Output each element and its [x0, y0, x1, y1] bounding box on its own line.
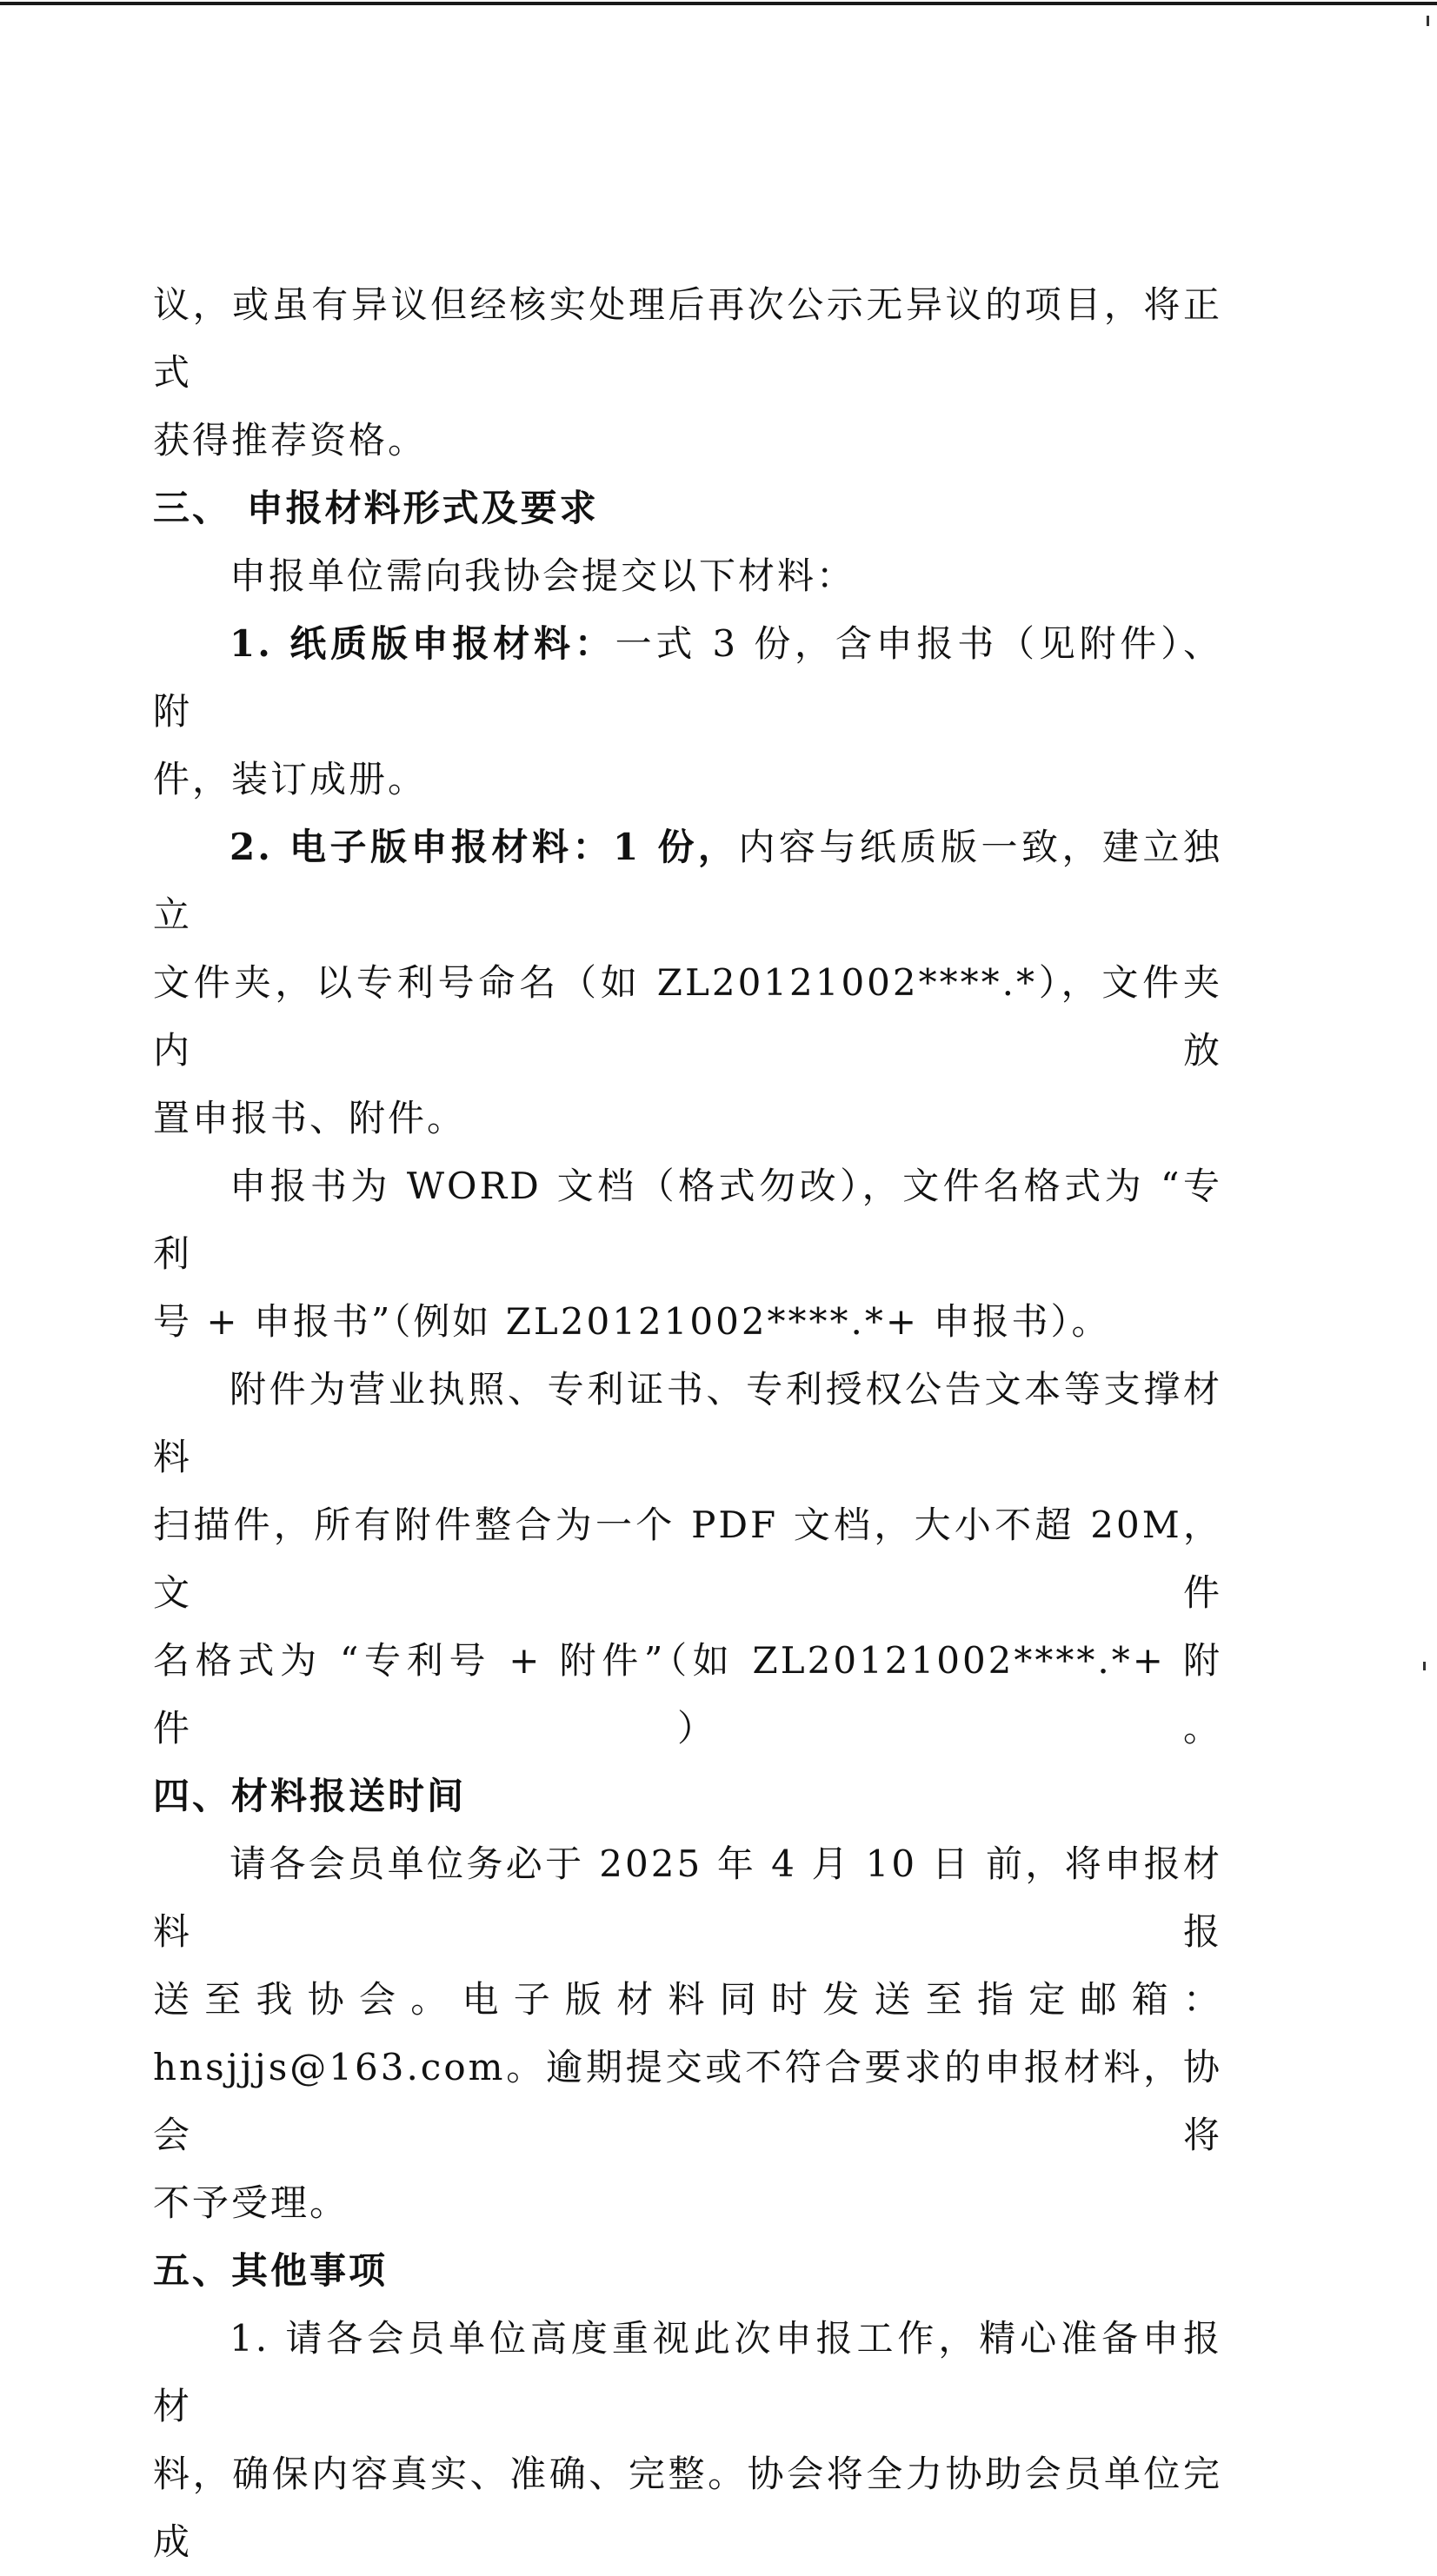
- item-1-line-2: 件，装订成册。: [153, 758, 428, 800]
- continued-paragraph-line-1: 议，或虽有异议但经核实处理后再次公示无异议的项目，将正式: [153, 283, 1222, 394]
- scan-mark-right-top: [1427, 16, 1429, 26]
- section-4-line-1: 请各会员单位务必于 2025 年 4 月 10 日 前，将申报材料报: [153, 1842, 1222, 1953]
- section-4-line-3: hnsjjjs@163.com。逾期提交或不符合要求的申报材料，协会将: [153, 2046, 1222, 2156]
- page-top-border: [0, 2, 1437, 5]
- item-2-line-2: 文件夹，以专利号命名（如 ZL20121002****.*），文件夹内放: [153, 961, 1222, 1072]
- section-5-item-1-line-2: 料，确保内容真实、准确、完整。协会将全力协助会员单位完成: [153, 2453, 1222, 2563]
- item-2-label: 2. 电子版申报材料：1 份，: [230, 826, 739, 868]
- item-2-line-3: 置申报书、附件。: [153, 1097, 467, 1139]
- word-doc-line-1: 申报书为 WORD 文档（格式勿改），文件名格式为 “专利: [153, 1165, 1222, 1275]
- continued-paragraph-line-2: 获得推荐资格。: [153, 419, 428, 461]
- attachment-line-2: 扫描件，所有附件整合为一个 PDF 文档，大小不超 20M，文件: [153, 1504, 1222, 1614]
- section-4-heading: 四、材料报送时间: [153, 1775, 467, 1817]
- item-2-text: 内容与纸质版一致，建立独立: [153, 826, 1222, 936]
- word-doc-line-2: 号 + 申报书”（例如 ZL20121002****.*+ 申报书）。: [153, 1300, 1111, 1343]
- attachment-line-3: 名格式为 “专利号 + 附件”（如 ZL20121002****.*+ 附件）。: [153, 1639, 1222, 1749]
- section-3-heading: 三、 申报材料形式及要求: [153, 487, 599, 529]
- document-body: [153, 271, 1222, 2576]
- item-1-line-1: [153, 610, 1222, 746]
- section-4-line-2: 送至我协会。电子版材料同时发送至指定邮箱：: [153, 1978, 1222, 2021]
- section-4-line-4: 不予受理。: [153, 2181, 349, 2224]
- attachment-line-1: 附件为营业执照、专利证书、专利授权公告文本等支撑材料: [153, 1368, 1222, 1478]
- section-3-intro: 申报单位需向我协会提交以下材料：: [230, 554, 856, 597]
- scan-mark-right-mid: [1423, 1662, 1426, 1670]
- item-1-text: 一式 3 份，含申报书（见附件）、附: [153, 622, 1222, 733]
- item-1-label: 1. 纸质版申报材料：: [230, 622, 615, 665]
- section-5-item-1-line-1: 1. 请各会员单位高度重视此次申报工作，精心准备申报材: [153, 2317, 1222, 2427]
- section-5-heading: 五、其他事项: [153, 2249, 389, 2292]
- item-2-line-1: [153, 813, 1222, 949]
